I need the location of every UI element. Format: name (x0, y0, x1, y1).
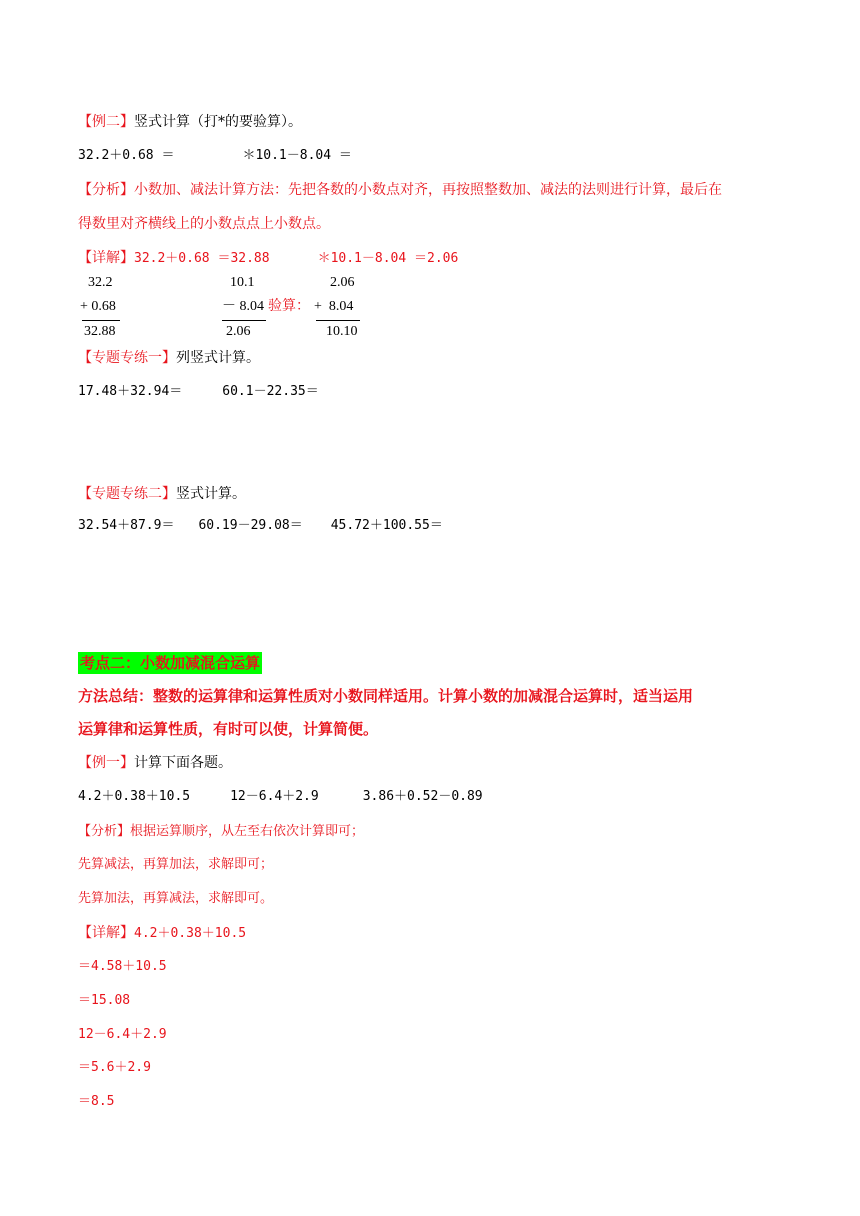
vcalc-2-mid: － 8.04 (222, 299, 264, 314)
vcalc-2-top: 10.1 (230, 275, 255, 290)
vcalc-1-rule (82, 320, 120, 321)
practice1-questions (78, 382, 319, 402)
detail1-a1: 32.2＋0.68 ＝32.88 (134, 251, 270, 266)
vcalc-2-rule (222, 320, 266, 321)
analysis2-line1: 【分析】根据运算顺序，从左至右依次计算即可； (78, 824, 365, 839)
method-line1: 方法总结：整数的运算律和运算性质对小数同样适用。计算小数的加减混合运算时，适当运用 (78, 687, 694, 705)
vcalc-1-result: 32.88 (84, 324, 116, 339)
example1-questions (78, 787, 483, 807)
vcalc-1-mid: + 0.68 (80, 299, 116, 314)
example2-q2: ＊10.1－8.04 ＝ (242, 148, 352, 163)
detail2-line1: 【详解】4.2＋0.38＋10.5 (78, 925, 247, 941)
practice1-heading (78, 348, 260, 368)
practice2-tag: 【专题专练二】 (78, 486, 176, 502)
practice1-q1: 17.48＋32.94＝ (78, 384, 183, 399)
vcalc-3-top: 2.06 (330, 275, 355, 290)
example1-heading (78, 753, 232, 773)
detail2-step6: ＝8.5 (78, 1094, 115, 1109)
section2-heading: 考点二：小数加减混合运算 (80, 654, 261, 672)
analysis1-line2: 得数里对齐横线上的小数点点上小数点。 (78, 216, 330, 232)
practice2-q1: 32.54＋87.9＝ (78, 518, 175, 533)
detail2-tag: 【详解】 (78, 925, 134, 941)
example1-tag: 【例一】 (78, 755, 134, 771)
practice1-tag: 【专题专练一】 (78, 350, 176, 366)
vcalc-2-result: 2.06 (226, 324, 251, 339)
detail1-line (78, 248, 458, 269)
vcalc-3-result: 10.10 (326, 324, 358, 339)
detail2-step3: ＝15.08 (78, 993, 131, 1008)
detail1-tag: 【详解】 (78, 250, 134, 266)
practice1-text: 列竖式计算。 (176, 350, 260, 366)
analysis1-line1: 【分析】小数加、减法计算方法：先把各数的小数点对齐，再按照整数加、减法的法则进行计算，最后在 (78, 182, 722, 198)
example1-q1: 4.2＋0.38＋10.5 (78, 789, 191, 804)
detail2-step2: ＝4.58＋10.5 (78, 959, 167, 974)
vcalc-3-mid: + 8.04 (314, 299, 354, 314)
example2-text: 竖式计算（打*的要验算）。 (134, 114, 302, 130)
detail1-a2: ＊10.1－8.04 ＝2.06 (317, 251, 459, 266)
analysis2-line2: 先算减法，再算加法，求解即可； (78, 857, 274, 872)
example1-q2: 12－6.4＋2.9 (230, 789, 319, 804)
practice2-heading (78, 484, 246, 504)
example2-tag: 【例二】 (78, 114, 134, 130)
practice2-q3: 45.72＋100.55＝ (330, 518, 443, 533)
analysis2-tag: 【分析】 (78, 824, 131, 839)
practice2-text: 竖式计算。 (176, 486, 246, 502)
vcalc-1-top: 32.2 (88, 275, 113, 290)
example1-q3: 3.86＋0.52－0.89 (362, 789, 483, 804)
example1-text: 计算下面各题。 (134, 755, 232, 771)
example2-q1: 32.2＋0.68 ＝ (78, 148, 175, 163)
practice2-q2: 60.19－29.08＝ (198, 518, 303, 533)
detail2-step5: ＝5.6＋2.9 (78, 1060, 151, 1075)
practice1-q2: 60.1－22.35＝ (222, 384, 319, 399)
check-label: 验算： (268, 299, 310, 314)
practice2-questions (78, 516, 443, 536)
analysis2-line3: 先算加法，再算减法，求解即可。 (78, 891, 274, 906)
detail2-step4: 12－6.4＋2.9 (78, 1027, 167, 1042)
method-line2: 运算律和运算性质，有时可以使，计算简便。 (78, 720, 379, 738)
example2-questions (78, 146, 352, 166)
example2-heading (78, 112, 302, 132)
vcalc-3-rule (316, 320, 360, 321)
analysis1-tag: 【分析】 (78, 182, 134, 198)
